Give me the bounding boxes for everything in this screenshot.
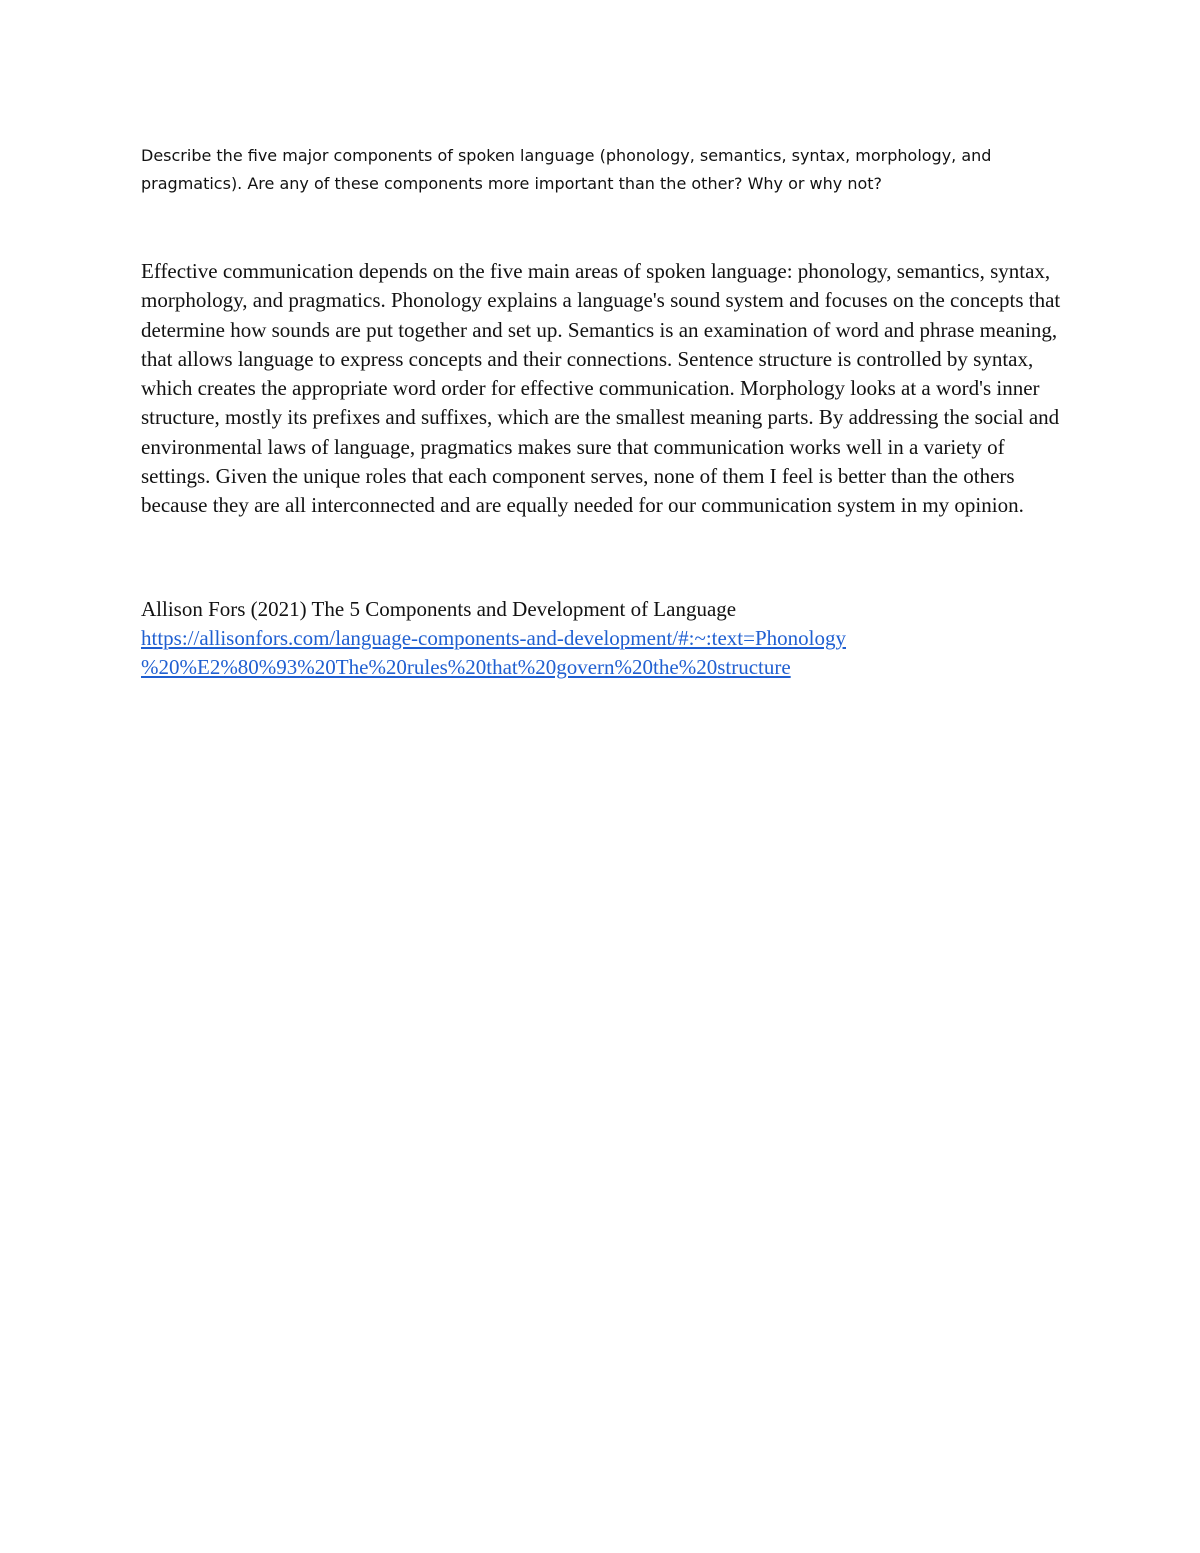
question-prompt: Describe the five major components of spoken language (phonology, semantics, syntax, morphology, and pragmatics). Are any of these components more important than the other? Why or why not?	[141, 146, 992, 193]
citation	[141, 595, 1071, 682]
citation-link-line-2[interactable]: %20%E2%80%93%20The%20rules%20that%20govern%20the%20structure	[141, 655, 791, 679]
citation-link-line-1[interactable]: https://allisonfors.com/language-components-and-development/#:~:text=Phonology	[141, 626, 846, 650]
citation-title: Allison Fors (2021) The 5 Components and Development of Language	[141, 597, 737, 621]
answer-paragraph: Effective communication depends on the five main areas of spoken language: phonology, semantics, syntax, morphology, and pragmatics. Phonology explains a language's sound system and focuses on the concepts that determine how sounds are put together and set up. Semantics is an examination of word and phrase meaning, that allows language to express concepts and their connections. Sentence structure is controlled by syntax, which creates the appropriate word order for effective communication. Morphology looks at a word's inner structure, mostly its prefixes and suffixes, which are the smallest meaning parts. By addressing the social and environmental laws of language, pragmatics makes sure that communication works well in a variety of settings. Given the unique roles that each component serves, none of them I feel is better than the others because they are all interconnected and are equally needed for our communication system in my opinion.	[141, 259, 1061, 518]
